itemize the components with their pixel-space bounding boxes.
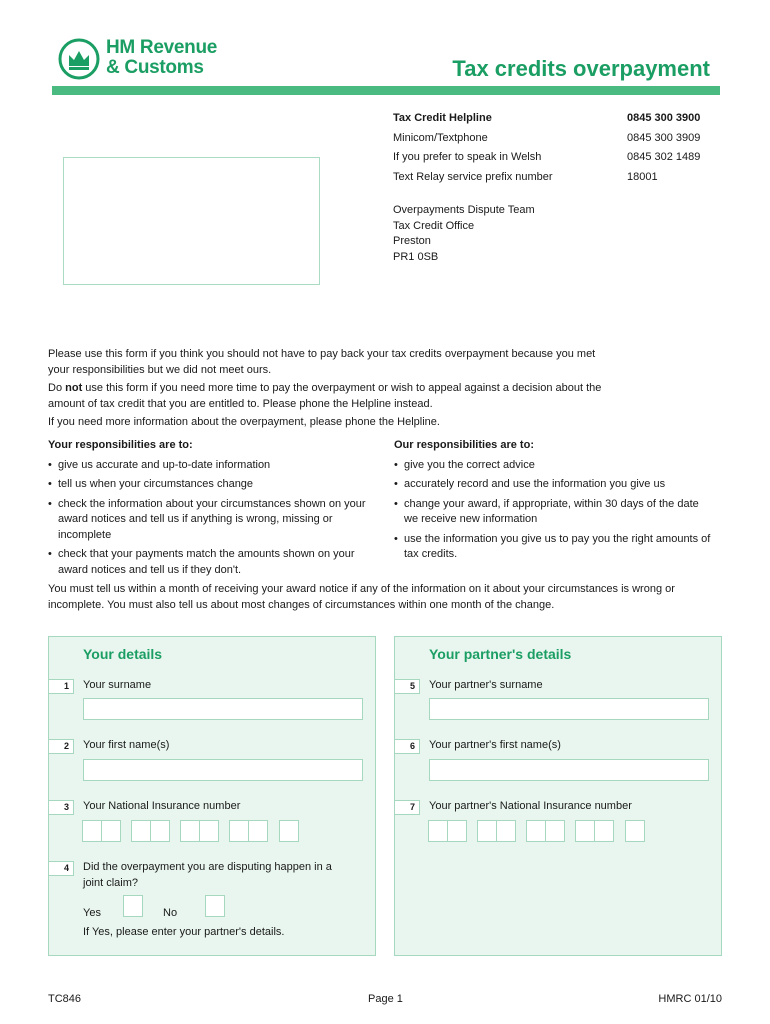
question-number: 6 — [395, 739, 420, 754]
our-responsibilities-list — [394, 458, 714, 563]
intro-pre: Do — [48, 382, 66, 394]
list-item: • use the information you give us to pay you the right amounts of tax credits. — [394, 532, 714, 563]
ni-digit-box[interactable] — [199, 820, 219, 842]
yes-label: Yes — [83, 907, 101, 919]
partner-surname-label: Your partner's surname — [429, 679, 543, 691]
ni-digit-box[interactable] — [82, 820, 102, 842]
partner-details-panel — [394, 636, 722, 956]
contact-row — [393, 151, 723, 171]
your-details-panel — [48, 636, 376, 956]
your-responsibilities-list — [48, 458, 378, 579]
your-responsibilities — [48, 438, 378, 582]
contact-number: 0845 300 3900 — [627, 112, 701, 124]
contact-number: 18001 — [627, 170, 658, 183]
partner-hint: If Yes, please enter your partner's details. — [83, 926, 285, 938]
ni-number-input — [82, 820, 344, 842]
logo-line-2: & Customs — [106, 57, 204, 78]
address-line: PR1 0SB — [393, 250, 439, 263]
page-title: Tax credits overpayment — [452, 56, 710, 81]
ni-digit-box[interactable] — [428, 820, 448, 842]
list-item: • accurately record and use the information you give us — [394, 477, 714, 493]
ni-digit-box[interactable] — [279, 820, 299, 842]
contact-number: 0845 302 1489 — [627, 151, 701, 163]
ni-digit-box[interactable] — [496, 820, 516, 842]
question-number: 4 — [49, 861, 74, 876]
partner-details-title: Your partner's details — [429, 646, 572, 662]
hmrc-logo — [58, 38, 238, 82]
intro-helpline: If you need more information about the overpayment, please phone the Helpline. — [48, 416, 440, 428]
list-item: • give you the correct advice — [394, 458, 714, 474]
contact-label: Minicom/Textphone — [393, 131, 488, 144]
address-line: Preston — [393, 235, 431, 247]
address-window — [63, 157, 320, 285]
ni-digit-box[interactable] — [575, 820, 595, 842]
partner-ni-number-label: Your partner's National Insurance number — [429, 800, 632, 812]
ni-digit-box[interactable] — [101, 820, 121, 842]
first-name-label: Your first name(s) — [83, 739, 170, 751]
address-line: Tax Credit Office — [393, 219, 475, 232]
ni-digit-box[interactable] — [545, 820, 565, 842]
ni-number-label: Your National Insurance number — [83, 800, 241, 812]
question-number: 2 — [49, 739, 74, 754]
ni-digit-box[interactable] — [180, 820, 200, 842]
question-number: 3 — [49, 800, 74, 815]
contact-label: Text Relay service prefix number — [393, 170, 553, 183]
form-code: TC846 — [48, 993, 82, 1005]
joint-claim-label: Did the overpayment you are disputing happen in a joint claim? — [83, 861, 332, 889]
intro-bold-not: not — [65, 382, 83, 394]
list-item: • change your award, if appropriate, within 30 days of the date we receive new information — [394, 497, 714, 528]
logo-line-1: HM Revenue — [106, 37, 218, 58]
your-details-title: Your details — [83, 646, 163, 662]
list-item: • give us accurate and up-to-date information — [48, 458, 378, 474]
header-divider — [52, 86, 720, 95]
list-item: • check the information about your circumstances shown on your award notices and tell us if anything is wrong, missing or incomplete — [48, 497, 378, 544]
ni-digit-box[interactable] — [447, 820, 467, 842]
first-name-input[interactable] — [83, 759, 363, 781]
question-number: 1 — [49, 679, 74, 694]
no-checkbox[interactable] — [205, 895, 225, 917]
surname-input[interactable] — [83, 698, 363, 720]
contact-row — [393, 112, 723, 132]
list-item: • tell us when your circumstances change — [48, 477, 378, 493]
ni-digit-box[interactable] — [594, 820, 614, 842]
contact-label: Tax Credit Helpline — [393, 112, 492, 124]
partner-first-name-input[interactable] — [429, 759, 709, 781]
list-item: • check that your payments match the amounts shown on your award notices and tell us if they don't. — [48, 547, 378, 578]
question-number: 5 — [395, 679, 420, 694]
ni-digit-box[interactable] — [625, 820, 645, 842]
our-responsibilities-heading: Our responsibilities are to: — [394, 439, 534, 451]
contact-row — [393, 171, 723, 191]
no-label: No — [163, 907, 178, 919]
partner-surname-input[interactable] — [429, 698, 709, 720]
contact-label: If you prefer to speak in Welsh — [393, 151, 542, 163]
partner-ni-number-input — [428, 820, 690, 842]
your-responsibilities-heading: Your responsibilities are to: — [48, 439, 193, 451]
ni-digit-box[interactable] — [229, 820, 249, 842]
logo-wordmark — [106, 38, 217, 78]
crown-crest-icon — [58, 38, 100, 80]
our-responsibilities — [394, 438, 714, 567]
yes-checkbox[interactable] — [123, 895, 143, 917]
return-address — [393, 203, 535, 265]
page-number: Page 1 — [368, 993, 403, 1005]
contact-number: 0845 300 3909 — [627, 131, 701, 144]
notice-paragraph: You must tell us within a month of receiving your award notice if any of the information on it about your circumstances is wrong or incomplete. You must also tell us about most changes of circumstances within one month of the change. — [48, 583, 675, 611]
form-reference: HMRC 01/10 — [658, 993, 722, 1005]
ni-digit-box[interactable] — [248, 820, 268, 842]
intro-paragraph: Please use this form if you think you should not have to pay back your tax credits overpayment because you met your responsibilities but we did not meet ours. — [48, 348, 596, 376]
address-line: Overpayments Dispute Team — [393, 204, 535, 216]
partner-first-name-label: Your partner's first name(s) — [429, 739, 561, 751]
ni-digit-box[interactable] — [526, 820, 546, 842]
contact-table — [393, 112, 723, 190]
intro-post: use this form if you need more time to pay the overpayment or wish to appeal against a decision about the amount of tax credit that you are entitled to. Please phone the Helpline instead. — [48, 382, 602, 410]
ni-digit-box[interactable] — [477, 820, 497, 842]
intro-paragraph-not — [48, 381, 608, 412]
question-number: 7 — [395, 800, 420, 815]
ni-digit-box[interactable] — [150, 820, 170, 842]
ni-digit-box[interactable] — [131, 820, 151, 842]
surname-label: Your surname — [83, 679, 152, 691]
contact-row — [393, 132, 723, 152]
